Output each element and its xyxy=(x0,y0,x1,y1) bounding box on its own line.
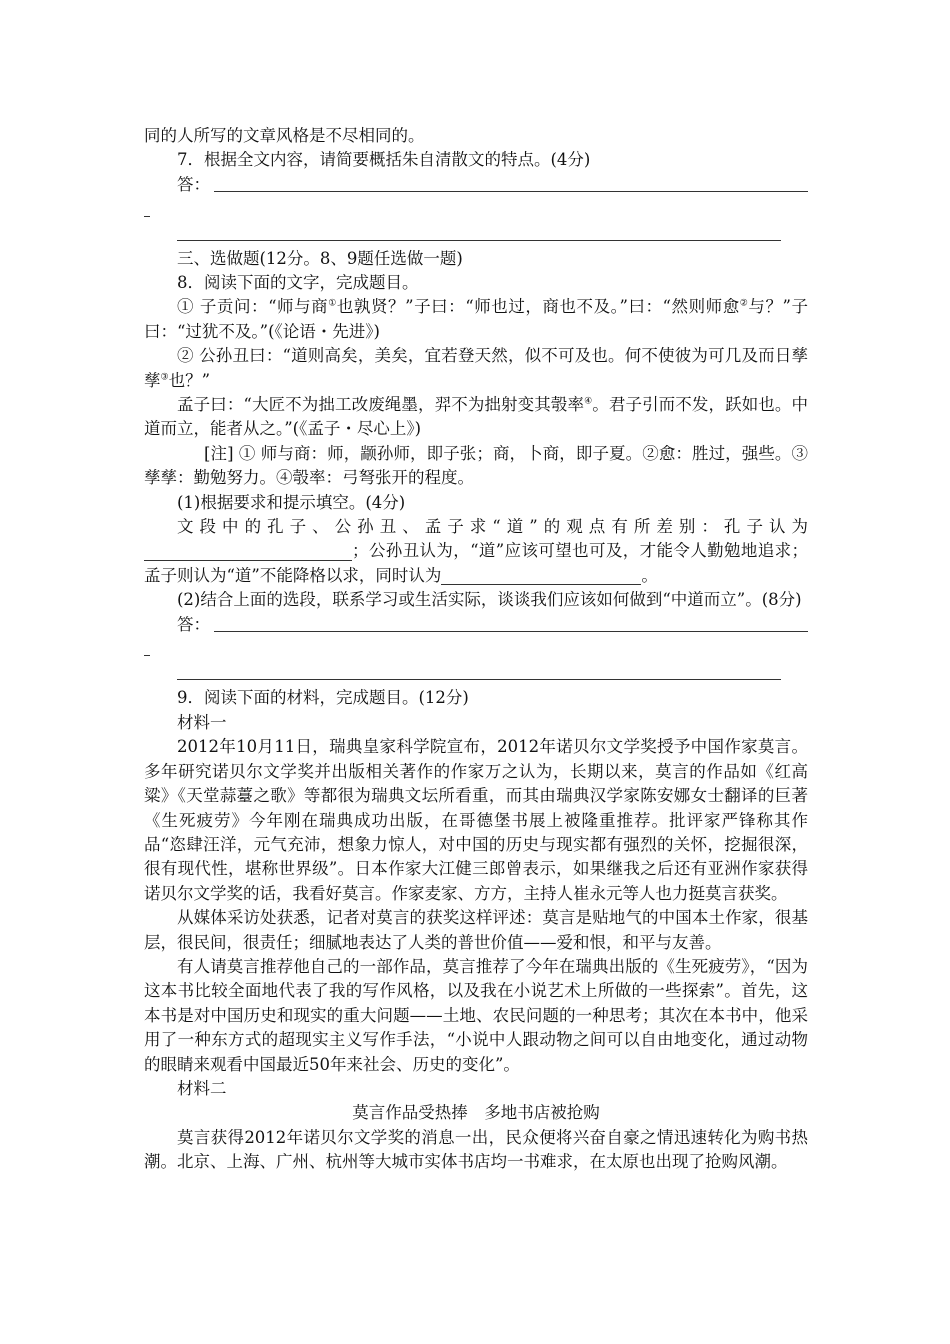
material-2-title: 莫言作品受热捧 多地书店被抢购 xyxy=(352,1103,600,1123)
q8-answer-line-2[interactable] xyxy=(177,661,781,680)
q8-intro: 8．阅读下面的文字，完成题目。 xyxy=(177,273,419,292)
q8-passage-1: ① 子贡问：“师与商①也孰贤？”子曰：“师也过，商也不及。”曰：“然则师愈②与？”子曰：“过犹不及。”(《论语・先进》) xyxy=(144,297,808,341)
q8-passage-2: ② 公孙丑曰：“道则高矣，美矣，宜若登天然，似不可及也。何不使彼为可几及而日孳孳③也？” xyxy=(144,346,808,390)
material-2-para-1: 莫言获得2012年诺贝尔文学奖的消息一出，民众便将兴奋自豪之情迅速转化为购书热潮。北京、上海、广州、杭州等大城市实体书店均一书难求，在太原也出现了抢购风潮。 xyxy=(144,1127,808,1172)
material-1-para-3: 有人请莫言推荐他自己的一部作品，莫言推荐了今年在瑞典出版的《生死疲劳》，“因为这本书比较全面地代表了我的写作风格，以及我在小说艺术上所做的一些探索”。首先，这本书是对中国历史和现实的重大问题——土地、农民问题的一种思考；其次在本书中，他采用了一种东方式的超现实主义写作手法，“小说中人跟动物之间可以自由地变化，通过动物的眼睛来观看中国最近50年来社会、历史的变化”。 xyxy=(144,956,808,1074)
q7-answer-line[interactable] xyxy=(144,173,808,197)
q8-sub2: (2)结合上面的选段，联系学习或生活实际，谈谈我们应该如何做到“中道而立”。(8分) xyxy=(177,590,802,610)
footnote-marker: ① xyxy=(328,298,337,309)
q7-answer-rule xyxy=(214,191,808,192)
footnote-marker: ④ xyxy=(584,396,593,407)
q8-answer-line[interactable] xyxy=(144,613,808,637)
q8-notes: [注] ① 师与商：师，颛孙师，即子张；商，卜商，即子夏。②愈：胜过，强些。③孳孳：勤勉努力。④彀率：弓弩张开的程度。 xyxy=(144,443,808,488)
q9-intro: 9．阅读下面的材料，完成题目。(12分) xyxy=(177,688,469,708)
q8-sub1: (1)根据要求和提示填空。(4分) xyxy=(177,492,406,512)
material-1-label: 材料一 xyxy=(177,712,227,732)
q7-answer-continuation xyxy=(144,197,808,221)
footnote-marker: ③ xyxy=(160,372,169,383)
section-3-heading: 三、选做题(12分。8、9题任选做一题) xyxy=(177,248,463,268)
q8-answer-rule xyxy=(214,631,808,632)
q8-passage-3: 孟子曰：“大匠不为拙工改废绳墨，羿不为拙射变其彀率④。君子引而不发，跃如也。中道而立，能者从之。”(《孟子・尽心上》) xyxy=(144,395,809,439)
q8-fill-in: 文段中的孔子、公孙丑、孟子求“道”的观点有所差别：孔子认为；公孙丑认为，“道”应该可望也可及，才能令人勤勉地追求；孟子则认为“道”不能降格以求，同时认为 。 xyxy=(144,517,808,585)
material-2-label: 材料二 xyxy=(177,1078,227,1098)
footnote-marker: ② xyxy=(739,298,749,309)
q7-answer-line-2[interactable] xyxy=(177,222,781,241)
q8-answer-label: 答： xyxy=(177,614,210,634)
page-content xyxy=(144,124,808,1175)
material-1-para-1: 2012年10月11日，瑞典皇家科学院宣布，2012年诺贝尔文学奖授予中国作家莫言。多年研究诺贝尔文学奖并出版相关著作的作家万之认为，长期以来，莫言的作品如《红高粱》《天堂蒜薹之歌》等都很为瑞典文坛所看重，而其由瑞典汉学家陈安娜女士翻译的巨著《生死疲劳》今年刚在瑞典成功出版，在哥德堡书展上被隆重推荐。批评家严锋称其作品“恣肆汪洋，元气充沛，想象力惊人，对中国的历史与现实都有强烈的关怀，挖掘很深，很有现代性，堪称世界级”。日本作家大江健三郎曾表示，如果继我之后还有亚洲作家获得诺贝尔文学奖的话，我看好莫言。作家麦家、方方，主持人崔永元等人也力挺莫言获奖。 xyxy=(144,737,808,903)
fill-blank-2[interactable] xyxy=(441,566,641,585)
q7-answer-label: 答： xyxy=(177,174,210,194)
fill-blank-1[interactable] xyxy=(144,542,322,561)
q7-tail-text: 同的人所写的文章风格是不尽相同的。 xyxy=(144,126,425,145)
fill-blank-1-cont[interactable] xyxy=(322,542,352,561)
q7-question: 7．根据全文内容，请简要概括朱自清散文的特点。(4分) xyxy=(177,150,591,170)
material-1-para-2: 从媒体采访处获悉，记者对莫言的获奖这样评述：莫言是贴地气的中国本土作家，很基层，很民间，很责任；细腻地表达了人类的普世价值——爱和恨，和平与友善。 xyxy=(144,908,808,952)
q8-answer-continuation xyxy=(144,637,808,661)
